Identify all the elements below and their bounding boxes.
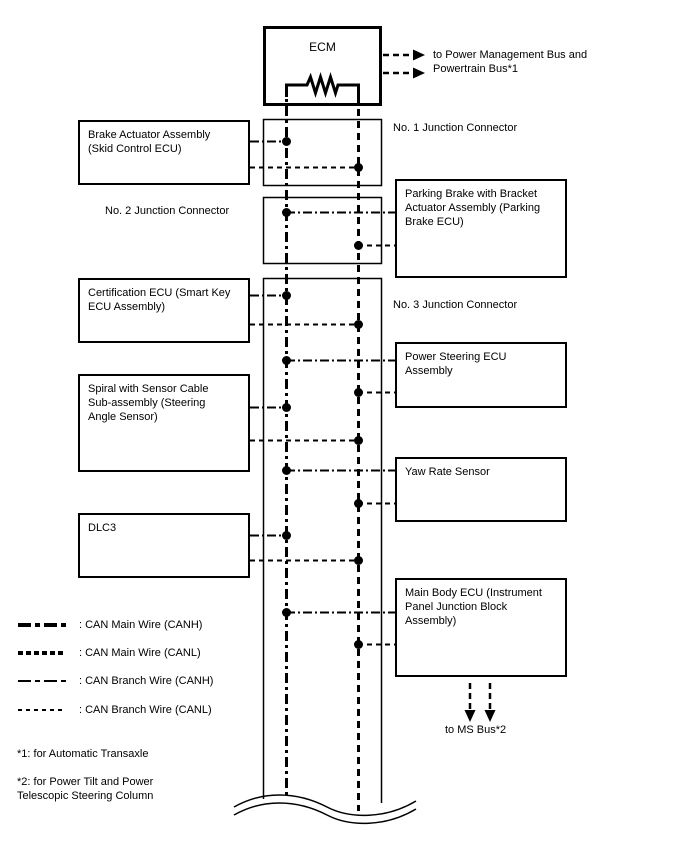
footnote-1: *1: for Automatic Transaxle xyxy=(17,748,149,760)
node-yaw-rate-sensor xyxy=(395,457,567,522)
legend-item-branch-canh xyxy=(18,675,213,687)
ms-bus-label: to MS Bus*2 xyxy=(445,724,507,736)
ecm-box xyxy=(263,26,382,106)
canl-branch-wires xyxy=(250,168,395,645)
connection-dots xyxy=(282,137,363,649)
arrow-right-icon xyxy=(413,50,425,61)
node-label: DLC3 xyxy=(88,522,117,534)
legend-label: : CAN Branch Wire (CANL) xyxy=(79,704,212,716)
branch-canh-line-swatch xyxy=(18,680,66,682)
junction-3-outline xyxy=(264,279,382,804)
node-label: Power Steering ECU Assembly xyxy=(405,351,507,377)
legend-label: : CAN Branch Wire (CANH) xyxy=(79,675,214,687)
node-main-body-ecu xyxy=(395,578,567,677)
main-canh-line-swatch xyxy=(18,623,66,627)
node-label: Parking Brake with Bracket Actuator Assembly (Parking Brake ECU) xyxy=(405,188,541,228)
junction-2-label: No. 2 Junction Connector xyxy=(105,205,230,217)
junction-connector-outlines xyxy=(264,120,382,804)
arrow-right-icon xyxy=(413,68,425,79)
node-power-steering-ecu xyxy=(395,342,567,408)
ecm-label: ECM xyxy=(309,40,336,54)
junction-2-outline xyxy=(264,198,382,264)
node-label: Spiral with Sensor Cable Sub-assembly (Steering Angle Sensor) xyxy=(88,383,209,423)
footnote-2: *2: for Power Tilt and Power Telescopic Steering Column xyxy=(17,776,154,802)
junction-1-outline xyxy=(264,120,382,186)
power-bus-label: to Power Management Bus and Powertrain Bus*1 xyxy=(433,49,588,75)
legend-item-branch-canl xyxy=(18,704,212,716)
node-parking-brake-ecu xyxy=(395,179,567,278)
legend-label: : CAN Main Wire (CANL) xyxy=(79,647,201,659)
node-label: Yaw Rate Sensor xyxy=(405,466,490,478)
branch-canl-line-swatch xyxy=(18,709,66,711)
node-label: Main Body ECU (Instrument Panel Junction Block Assembly) xyxy=(405,587,542,627)
legend-item-main-canh xyxy=(18,619,202,631)
ms-bus-arrows xyxy=(465,683,496,722)
junction-1-label: No. 1 Junction Connector xyxy=(393,122,518,134)
node-spiral-cable xyxy=(78,374,250,472)
legend-label: : CAN Main Wire (CANH) xyxy=(79,619,203,631)
node-label: Brake Actuator Assembly (Skid Control ECU) xyxy=(88,129,211,155)
junction-3-label: No. 3 Junction Connector xyxy=(393,299,518,311)
arrow-down-icon xyxy=(465,710,476,722)
node-brake-actuator xyxy=(78,120,250,185)
diagram-break-wave xyxy=(234,795,416,823)
legend-item-main-canl xyxy=(18,647,201,659)
power-bus-arrows xyxy=(383,50,425,79)
main-canl-line-swatch xyxy=(18,651,66,655)
node-certification-ecu xyxy=(78,278,250,343)
arrow-down-icon xyxy=(485,710,496,722)
node-dlc3 xyxy=(78,513,250,578)
node-label: Certification ECU (Smart Key ECU Assembly) xyxy=(88,287,231,313)
canh-branch-wires xyxy=(250,142,395,613)
can-main-wires xyxy=(287,85,359,811)
